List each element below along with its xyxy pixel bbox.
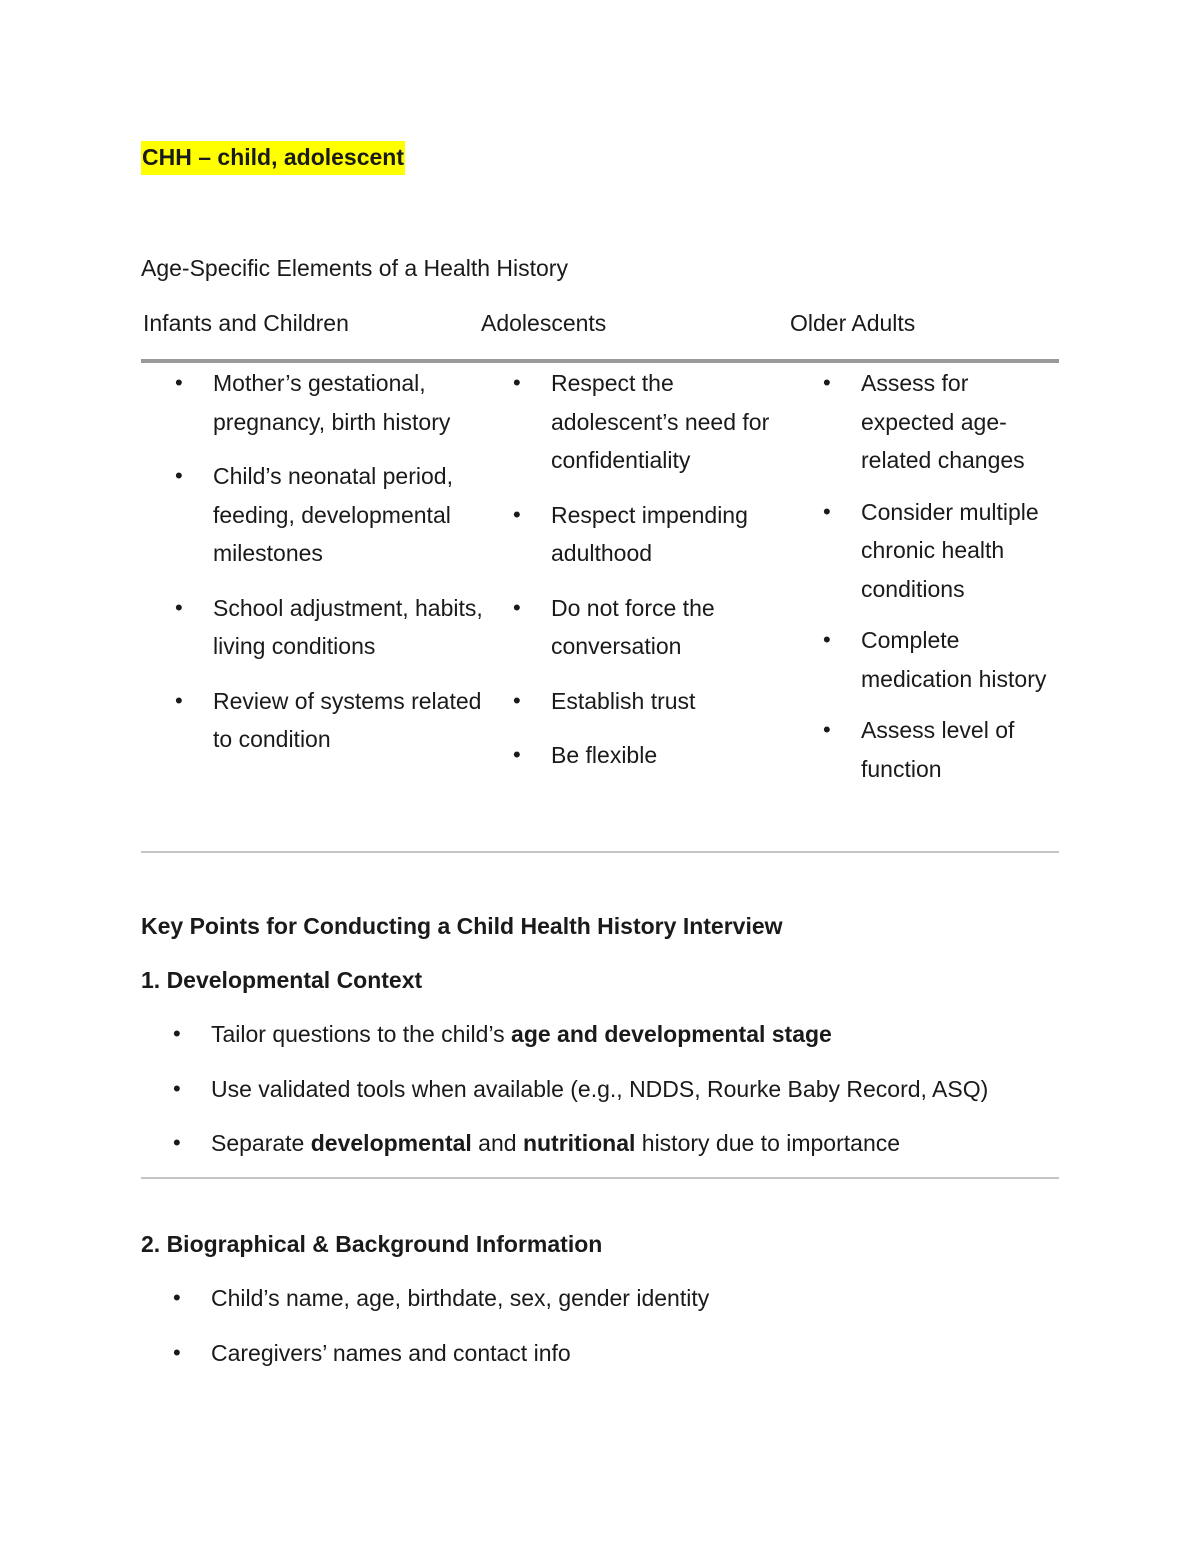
list-item: • Review of systems related to condition bbox=[143, 682, 483, 759]
list-item: • Assess for expected age-related changes bbox=[791, 364, 1063, 480]
column-list-adolescents bbox=[481, 364, 773, 791]
section-divider bbox=[141, 1177, 1059, 1179]
body-text: Tailor questions to the child’s bbox=[211, 1021, 512, 1047]
list-item: • Child’s neonatal period, feeding, developmental milestones bbox=[143, 457, 483, 573]
emphasis-text: nutritional bbox=[522, 1130, 636, 1156]
emphasis-text: age and developmental stage bbox=[511, 1021, 832, 1047]
body-text: Use validated tools when available (e.g., NDDS, Rourke Baby Record, ASQ) bbox=[211, 1075, 989, 1102]
column-header-older-adults: Older Adults bbox=[790, 310, 916, 336]
section-title-biographical: 2. Biographical & Background Information bbox=[141, 1231, 603, 1257]
column-header-infants: Infants and Children bbox=[143, 310, 349, 336]
section-title-developmental: 1. Developmental Context bbox=[141, 967, 423, 993]
emphasis-text: developmental bbox=[310, 1130, 472, 1156]
table-bottom-rule bbox=[141, 851, 1059, 853]
list-item: • Consider multiple chronic health conditions bbox=[791, 493, 1063, 609]
section-list-developmental bbox=[141, 1018, 1059, 1182]
column-list-infants bbox=[143, 364, 483, 775]
table-top-rule bbox=[141, 359, 1059, 363]
list-item bbox=[141, 1018, 1059, 1073]
table-caption: Age-Specific Elements of a Health History bbox=[141, 255, 568, 281]
list-item: • Do not force the conversation bbox=[481, 589, 773, 666]
list-item: • Be flexible bbox=[481, 736, 773, 775]
body-text: Child’s name, age, birthdate, sex, gender identity bbox=[211, 1285, 710, 1311]
body-text: history due to importance bbox=[635, 1130, 901, 1156]
body-text: and bbox=[471, 1130, 523, 1156]
list-item: • Mother’s gestational, pregnancy, birth history bbox=[143, 364, 483, 441]
document-title: CHH – child, adolescent bbox=[141, 141, 405, 175]
body-text: Caregivers’ names and contact info bbox=[211, 1339, 571, 1366]
column-header-adolescents: Adolescents bbox=[481, 310, 607, 336]
list-item bbox=[141, 1337, 1059, 1392]
list-item: • Complete medication history bbox=[791, 621, 1063, 698]
list-item bbox=[141, 1073, 1059, 1128]
list-item bbox=[141, 1282, 1059, 1337]
list-item: • Assess level of function bbox=[791, 711, 1063, 788]
body-text: Separate bbox=[211, 1130, 311, 1156]
list-item bbox=[141, 1127, 1059, 1182]
key-points-heading: Key Points for Conducting a Child Health History Interview bbox=[141, 913, 783, 939]
column-list-older-adults bbox=[791, 364, 1063, 801]
section-list-biographical bbox=[141, 1282, 1059, 1391]
list-item: • Establish trust bbox=[481, 682, 773, 721]
list-item: • Respect the adolescent’s need for confidentiality bbox=[481, 364, 773, 480]
list-item: • School adjustment, habits, living conditions bbox=[143, 589, 483, 666]
list-item: • Respect impending adulthood bbox=[481, 496, 773, 573]
